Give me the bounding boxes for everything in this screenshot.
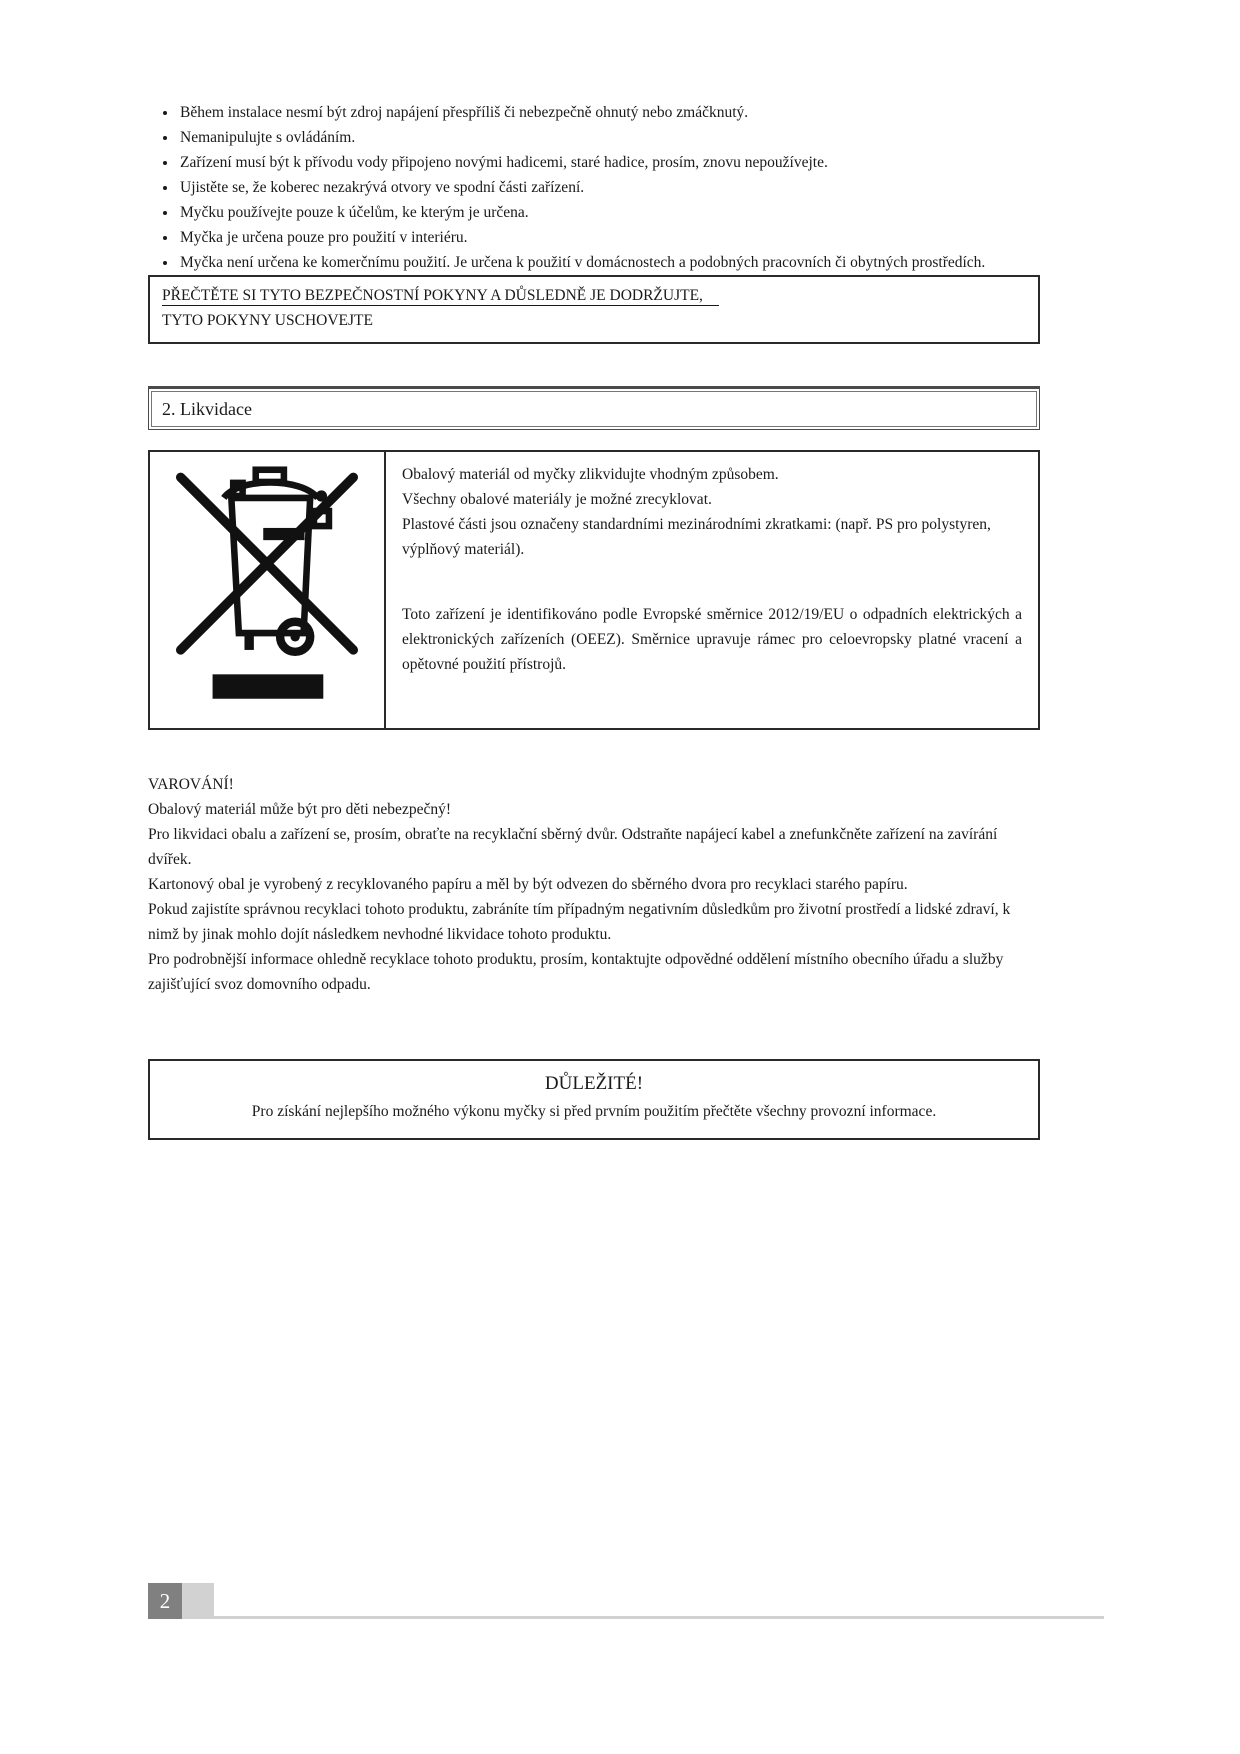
weee-crossed-out-wheelie-bin-icon [173,466,361,718]
bullet-item: • Ujistěte se, že koberec nezakrývá otvory ve spodní části zařízení. [178,175,1040,200]
weee-icon-cell [150,452,386,728]
weee-packaging-paragraph [402,462,1022,562]
warning-paragraph: Kartonový obal je vyrobený z recyklovaného papíru a měl by být odvezen do sběrného dvora pro recyklaci starého papíru. [148,876,908,893]
warning-title: VAROVÁNÍ! [148,776,234,793]
weee-directive-paragraph: Toto zařízení je identifikováno podle Evropské směrnice 2012/19/EU o odpadních elektrických a elektronických zařízeních (OEEZ). Směrnice upravuje rámec pro celoevropsky platné vracení a opětovné použití přístrojů. [402,606,1022,673]
notice-line-2: TYTO POKYNY USCHOVEJTE [162,312,373,329]
page-footer [148,1583,1104,1619]
bullet-item: • Myčku používejte pouze k účelům, ke kterým je určena. [178,200,1040,225]
warning-paragraph: Pro podrobnější informace ohledně recyklace tohoto produktu, prosím, kontaktujte odpovědné oddělení místního obecního úřadu a služby zajišťující svoz domovního odpadu. [148,951,1004,993]
section-2-header [148,386,1040,430]
warning-paragraph: Pro likvidaci obalu a zařízení se, prosím, obraťte na recyklační sběrný dvůr. Odstraňte napájecí kabel a znefunkčněte zařízení na zavírání dvířek. [148,826,998,868]
footer-rule [214,1616,1104,1619]
important-box [148,1059,1040,1140]
safety-bullet-list-main [148,175,1040,275]
warning-paragraph: Obalový materiál může být pro děti nebezpečný! [148,801,451,818]
warning-block [148,772,1040,997]
notice-line-1 [162,283,1026,308]
weee-p1-line: Obalový materiál od myčky zlikvidujte vhodným způsobem. [402,466,779,483]
bullet-item: • Zařízení musí být k přívodu vody připojeno novými hadicemi, staré hadice, prosím, znovu nepoužívejte. [178,150,1040,175]
warning-paragraph: Pokud zajistíte správnou recyklaci tohoto produktu, zabráníte tím případným negativním důsledkům pro životní prostředí a lidské zdraví, k nimž by jinak mohlo dojít následkem nevhodné likvidace tohoto produktu. [148,901,1011,943]
section-2-title: 2. Likvidace [151,391,1037,427]
page-content [148,100,1040,1140]
important-title: DŮLEŽITÉ! [544,1073,644,1094]
bullet-item: • Myčka je určena pouze pro použití v interiéru. [178,225,1040,250]
bullet-item: • Nemanipulujte s ovládáním. [178,125,1040,150]
weee-disposal-table [148,450,1040,730]
page-number-badge: 2 [148,1583,182,1619]
safety-bullet-list-top [148,100,1040,175]
notice-line-1-text: PŘEČTĚTE SI TYTO BEZPEČNOSTNÍ POKYNY A DŮSLEDNĚ JE DODRŽUJTE, [162,287,719,306]
weee-text-cell [386,452,1038,728]
bullet-item: • Během instalace nesmí být zdroj napájení přespříliš či nebezpečně ohnutý nebo zmáčknutý. [178,100,1040,125]
bullet-item: • Myčka není určena ke komerčnímu použití. Je určena k použití v domácnostech a podobných pracovních či obytných prostředích. [178,250,1040,275]
page-number-bar [182,1583,214,1619]
weee-p1-line: Plastové části jsou označeny standardními mezinárodními zkratkami: (např. PS pro polystyren, výplňový materiál). [402,516,991,558]
safety-notice-box [148,275,1040,344]
important-body: Pro získání nejlepšího možného výkonu myčky si před prvním použitím přečtěte všechny provozní informace. [251,1103,937,1120]
weee-p1-line: Všechny obalové materiály je možné zrecyklovat. [402,491,712,508]
